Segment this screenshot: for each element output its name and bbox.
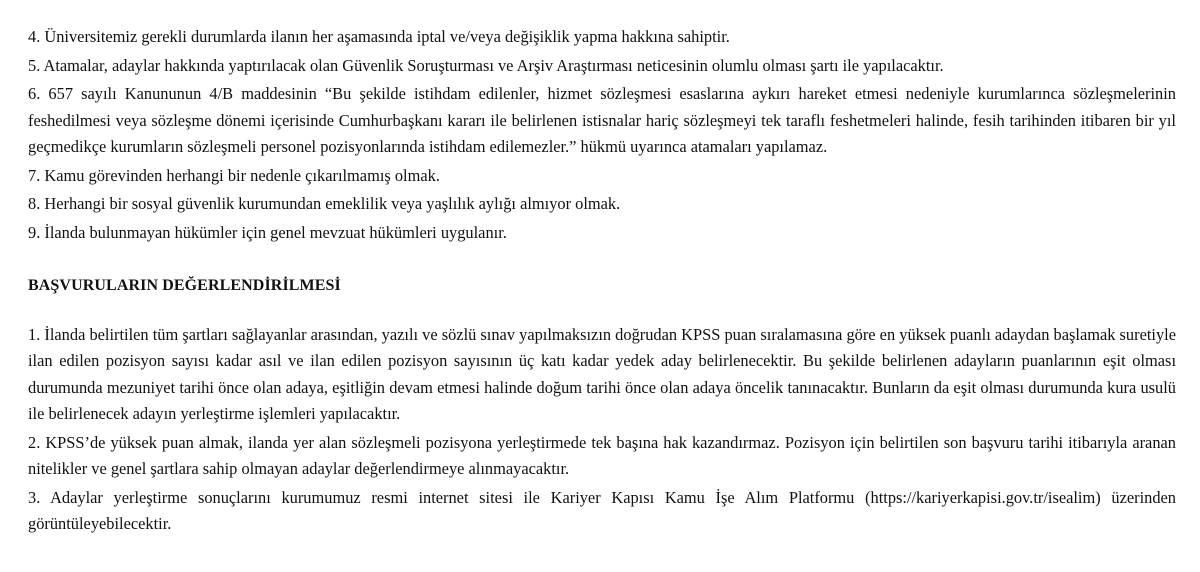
list-item-9: 9. İlanda bulunmayan hükümler için genel mevzuat hükümleri uygulanır. bbox=[28, 222, 507, 242]
list-item-5: 5. Atamalar, adaylar hakkında yaptırılacak olan Güvenlik Soruşturması ve Arşiv Araştırması neticesinin olumlu olması şartı ile yapılacaktır. bbox=[28, 55, 944, 75]
list-item-4: 4. Üniversitemiz gerekli durumlarda ilanın her aşamasında iptal ve/veya değişiklik yapma hakkına sahiptir. bbox=[28, 27, 730, 46]
list-item-7: 7. Kamu görevinden herhangi bir nedenle çıkarılmamış olmak. bbox=[28, 165, 440, 185]
evaluation-item-3: 3. Adaylar yerleştirme sonuçlarını kurumumuz resmi internet sitesi ile Kariyer Kapısı Kamu İşe Alım Platformu (https://kariyerkapisi.gov.tr/isealim) üzerinden görüntüleyebilecektir. bbox=[28, 487, 1176, 533]
evaluation-item-1: 1. İlanda belirtilen tüm şartları sağlayanlar arasından, yazılı ve sözlü sınav yapılmaksızın doğrudan KPSS puan sıralamasına göre en yüksek puanlı adaydan başlamak suretiyle ilan edilen pozisyon sayısı kadar asıl ve ilan edilen pozisyon sayısının üç katı kadar yedek aday belirlenecektir. Bu şekilde belirlenen adayların puanlarının eşit olması durumunda mezuniyet tarihi önce olan adaya, eşitliğin devam etmesi halinde doğum tarihi önce olan adaya öncelik tanınacaktır. Bunların da eşit olması durumunda kura usulü ile belirlenecek adayın yerleştirme işlemleri yapılacaktır. bbox=[28, 324, 1176, 423]
document-body bbox=[28, 24, 1176, 540]
list-item-8: 8. Herhangi bir sosyal güvenlik kurumundan emeklilik veya yaşlılık aylığı almıyor olmak. bbox=[28, 194, 621, 213]
list-item-6: 6. 657 sayılı Kanununun 4/B maddesinin “Bu şekilde istihdam edilenler, hizmet sözleşmesi esaslarına aykırı hareket etmesi nedeniyle kurumlarınca sözleşmelerinin feshedilmesi veya sözleşme dönemi içerisinde Cumhurbaşkanı kararı ile belirlenen istisnalar hariç sözleşmeyi tek taraflı feshetmeleri halinde, fesih tarihinden itibaren bir yıl geçmedikçe kurumların sözleşmeli personel pozisyonlarında istihdam edilemezler.” hükmü uyarınca atamaları yapılamaz. bbox=[28, 84, 1176, 156]
section-heading-evaluation: BAŞVURULARIN DEĞERLENDİRİLMESİ bbox=[28, 277, 341, 294]
evaluation-item-2: 2. KPSS’de yüksek puan almak, ilanda yer alan sözleşmeli pozisyona yerleştirmede tek başına hak kazandırmaz. Pozisyon için belirtilen son başvuru tarihi itibarıyla aranan nitelikler ve genel şartlara sahip olmayan adaylar değerlendirmeye alınmayacaktır. bbox=[28, 432, 1176, 478]
